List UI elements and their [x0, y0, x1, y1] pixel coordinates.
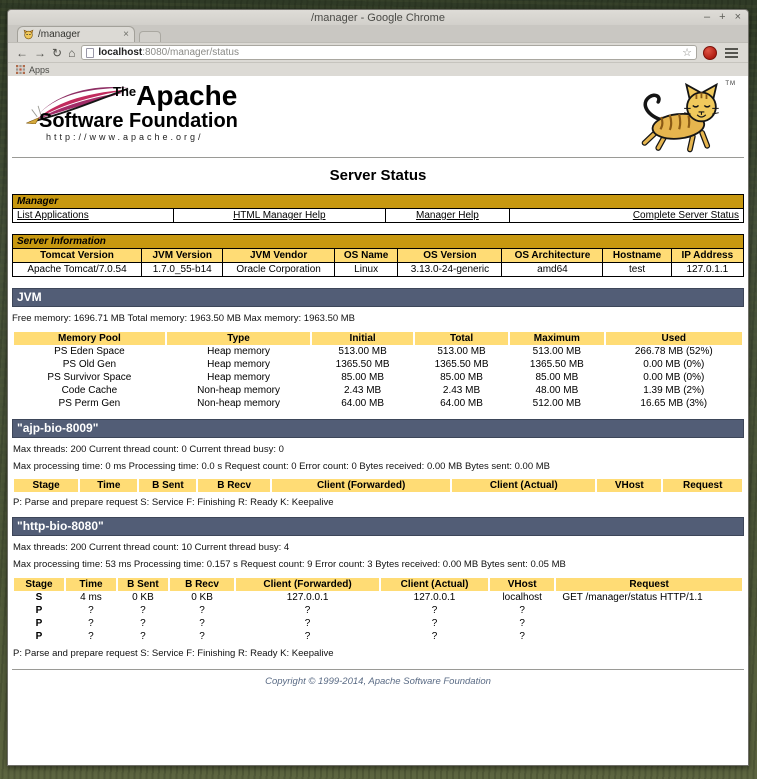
ip-address: 127.0.1.1 [671, 263, 743, 277]
table-cell: 513.00 MB [338, 345, 387, 357]
copyright-notice: Copyright © 1999-2014, Apache Software Foundation [265, 675, 491, 687]
table-row [14, 397, 742, 410]
table-row [14, 630, 742, 643]
table-cell: 85.00 MB [440, 371, 483, 383]
link-list-applications[interactable]: List Applications [17, 210, 89, 221]
server-info-table [12, 234, 744, 277]
ajp-request-table [12, 479, 744, 492]
ajp-connector-header: "ajp-bio-8009" [12, 419, 744, 438]
table-cell: P [35, 604, 43, 616]
bookmark-star-icon[interactable]: ☆ [682, 47, 692, 59]
maximize-button[interactable]: + [719, 11, 726, 23]
table-cell: PS Perm Gen [58, 397, 121, 409]
home-icon[interactable]: ⌂ [68, 45, 76, 60]
table-cell: 127.0.0.1 [286, 591, 329, 603]
table-cell: 1365.50 MB [529, 358, 584, 370]
os-architecture: amd64 [502, 263, 603, 277]
table-cell: ? [88, 604, 94, 616]
table-cell: ? [140, 604, 146, 616]
manager-table [12, 194, 744, 223]
column-header: Client (Forwarded) [236, 578, 379, 591]
table-row [14, 358, 742, 371]
link-complete-server-status[interactable]: Complete Server Status [632, 210, 739, 221]
brand-apache: TheApache [113, 80, 238, 111]
table-cell: ? [519, 604, 525, 616]
column-header: B Sent [139, 479, 196, 492]
table-cell: P [35, 617, 43, 629]
os-version: 3.13.0-24-generic [398, 263, 502, 277]
tomcat-logo [634, 81, 734, 153]
table-cell: S [35, 591, 43, 603]
window-titlebar[interactable] [8, 10, 748, 25]
table-cell: 0 KB [191, 591, 213, 603]
table-cell: 0.00 MB (0%) [643, 371, 705, 383]
jvm-memory-table [12, 332, 744, 410]
table-cell: ? [304, 617, 311, 629]
table-cell: ? [88, 630, 94, 642]
column-header: Request [556, 578, 742, 591]
table-cell: 0.00 MB (0%) [643, 358, 705, 370]
server-info-values-row [13, 263, 744, 277]
jvm-memory-summary: Free memory: 1696.71 MB Total memory: 1963.50 MB Max memory: 1963.50 MB [12, 313, 356, 324]
column-header: VHost [490, 578, 554, 591]
http-connector-header: "http-bio-8080" [12, 517, 744, 536]
close-button[interactable]: × [734, 11, 741, 23]
table-cell: 512.00 MB [532, 397, 582, 409]
page-icon [86, 48, 94, 58]
table-cell: 127.0.0.1 [413, 591, 456, 603]
window-title: /manager - Google Chrome [311, 11, 445, 24]
http-request-table [12, 578, 744, 643]
table-cell: Non-heap memory [197, 397, 280, 409]
table-row [14, 617, 742, 630]
browser-toolbar [8, 42, 748, 62]
http-table-header-row [14, 578, 742, 591]
table-cell: ? [431, 630, 438, 642]
table-row [14, 371, 742, 384]
column-header: B Recv [170, 578, 234, 591]
ajp-stage-legend: P: Parse and prepare request S: Service F: Finishing R: Ready K: Keepalive [13, 497, 334, 509]
tab-title: /manager [38, 29, 81, 40]
column-header: Type [167, 332, 311, 345]
table-cell: PS Old Gen [62, 358, 117, 370]
column-header: B Sent [118, 578, 168, 591]
column-header: Initial [312, 332, 413, 345]
column-header: Client (Actual) [452, 479, 595, 492]
hostname: test [603, 263, 671, 277]
table-cell: GET /manager/status HTTP/1.1 [562, 591, 703, 603]
http-stage-legend: P: Parse and prepare request S: Service F: Finishing R: Ready K: Keepalive [13, 647, 334, 659]
column-header: B Recv [198, 479, 269, 492]
link-manager-help[interactable]: Manager Help [416, 210, 479, 221]
table-cell: ? [199, 617, 205, 629]
table-cell: 266.78 MB (52%) [634, 345, 713, 357]
table-cell: 1365.50 MB [434, 358, 489, 370]
table-cell: ? [519, 630, 525, 642]
jvm-vendor: Oracle Corporation [223, 263, 334, 277]
table-cell: ? [519, 617, 525, 629]
manager-links-row [13, 209, 744, 223]
table-cell [556, 630, 742, 643]
table-cell: Code Cache [61, 384, 118, 396]
trademark-label: TM [725, 81, 736, 87]
table-cell: ? [199, 630, 205, 642]
table-cell [556, 604, 742, 617]
tomcat-favicon [23, 29, 34, 40]
table-cell: ? [140, 617, 146, 629]
table-cell: ? [304, 630, 311, 642]
column-header: VHost [597, 479, 661, 492]
table-cell: 2.43 MB [442, 384, 481, 396]
column-header: OS Architecture [502, 249, 603, 263]
table-cell: 1.39 MB (2%) [643, 384, 705, 396]
link-html-manager-help[interactable]: HTML Manager Help [233, 210, 326, 221]
column-header: Client (Actual) [381, 578, 488, 591]
column-header: OS Name [334, 249, 398, 263]
os-name: Linux [334, 263, 398, 277]
brand-the: The [113, 84, 137, 99]
table-cell: ? [431, 617, 438, 629]
column-header: OS Version [398, 249, 502, 263]
column-header: Request [663, 479, 742, 492]
table-row [14, 345, 742, 358]
table-cell: 513.00 MB [532, 345, 582, 357]
column-header: Hostname [603, 249, 671, 263]
chrome-menu-icon[interactable] [725, 52, 738, 54]
ajp-thread-stats: Max threads: 200 Current thread count: 0 Current thread busy: 0 [13, 443, 284, 455]
column-header: Memory Pool [14, 332, 165, 345]
browser-window [7, 9, 749, 766]
table-cell: 4 ms [80, 591, 102, 603]
page-title: Server Status [329, 167, 427, 184]
table-cell: Heap memory [207, 371, 270, 383]
column-header: IP Address [671, 249, 743, 263]
reload-icon[interactable]: ↻ [52, 45, 63, 60]
manager-section-title: Manager [13, 195, 744, 209]
table-cell: Heap memory [207, 345, 270, 357]
table-cell: 85.00 MB [535, 371, 579, 383]
url-path: :8080/manager/status [142, 47, 239, 58]
tab-strip [8, 25, 748, 42]
table-cell: 64.00 MB [440, 397, 483, 409]
column-header: Maximum [510, 332, 603, 345]
table-cell: P [35, 630, 43, 642]
table-cell: PS Eden Space [54, 345, 125, 357]
server-info-header-row [13, 249, 744, 263]
table-cell: 16.65 MB (3%) [640, 397, 708, 409]
jvm-version: 1.7.0_55-b14 [141, 263, 223, 277]
table-cell: localhost [502, 591, 542, 603]
memory-table-header-row [14, 332, 742, 345]
table-cell: 48.00 MB [535, 384, 579, 396]
masthead-divider [12, 157, 744, 158]
table-cell: Non-heap memory [197, 384, 280, 396]
table-cell: 513.00 MB [437, 345, 486, 357]
footer-divider [12, 669, 744, 670]
http-thread-stats: Max threads: 200 Current thread count: 10 Current thread busy: 4 [13, 542, 290, 554]
table-cell: PS Survivor Space [47, 371, 132, 383]
tomcat-version: Apache Tomcat/7.0.54 [13, 263, 142, 277]
apps-grid-icon[interactable] [16, 65, 25, 74]
page-content [8, 76, 748, 765]
masthead [16, 80, 740, 153]
table-cell: ? [88, 617, 94, 629]
http-processing-stats: Max processing time: 53 ms Processing time: 0.157 s Request count: 9 Error count: 3 Bytes received: 0.00 MB Bytes sent: 0.05 MB [13, 559, 566, 571]
tab-close-icon[interactable]: × [123, 29, 129, 40]
table-cell: ? [140, 630, 146, 642]
column-header: Stage [14, 578, 64, 591]
server-info-section-title: Server Information [13, 235, 744, 249]
table-row [14, 591, 742, 604]
table-cell: 2.43 MB [343, 384, 382, 396]
column-header: JVM Version [141, 249, 223, 263]
apache-org-url: http://www.apache.org/ [46, 132, 204, 142]
table-cell: ? [199, 604, 205, 616]
column-header: Client (Forwarded) [272, 479, 451, 492]
column-header: Time [66, 578, 116, 591]
table-cell: ? [304, 604, 311, 616]
table-cell: 85.00 MB [341, 371, 385, 383]
table-row [14, 384, 742, 397]
column-header: Used [606, 332, 742, 345]
bookmarks-bar [8, 62, 748, 76]
tab-manager[interactable] [17, 26, 135, 42]
table-cell: 64.00 MB [341, 397, 385, 409]
column-header: Total [415, 332, 508, 345]
column-header: JVM Vendor [223, 249, 334, 263]
jvm-section-header: JVM [12, 288, 744, 307]
adblock-extension-icon[interactable] [703, 46, 717, 60]
table-cell: 1365.50 MB [335, 358, 390, 370]
table-cell: Heap memory [207, 358, 270, 370]
column-header: Time [80, 479, 137, 492]
table-row [14, 604, 742, 617]
ajp-processing-stats: Max processing time: 0 ms Processing time: 0.0 s Request count: 0 Error count: 0 Bytes received: 0.00 MB Bytes sent: 0.00 MB [13, 460, 550, 472]
column-header: Tomcat Version [13, 249, 142, 263]
table-cell: ? [431, 604, 438, 616]
url-host: localhost [98, 47, 143, 58]
forward-icon[interactable]: → [34, 45, 46, 60]
table-cell: 0 KB [132, 591, 154, 603]
column-header: Stage [14, 479, 78, 492]
new-tab-button[interactable] [139, 31, 161, 42]
minimize-button[interactable]: – [704, 11, 711, 23]
ajp-table-header-row [14, 479, 742, 492]
tomcat-cat-icon [634, 81, 730, 153]
table-cell [556, 617, 742, 630]
back-icon[interactable]: ← [16, 45, 28, 60]
url-bar[interactable] [81, 45, 697, 60]
brand-software-foundation: Software Foundation [39, 110, 238, 132]
apps-label[interactable]: Apps [29, 64, 50, 75]
